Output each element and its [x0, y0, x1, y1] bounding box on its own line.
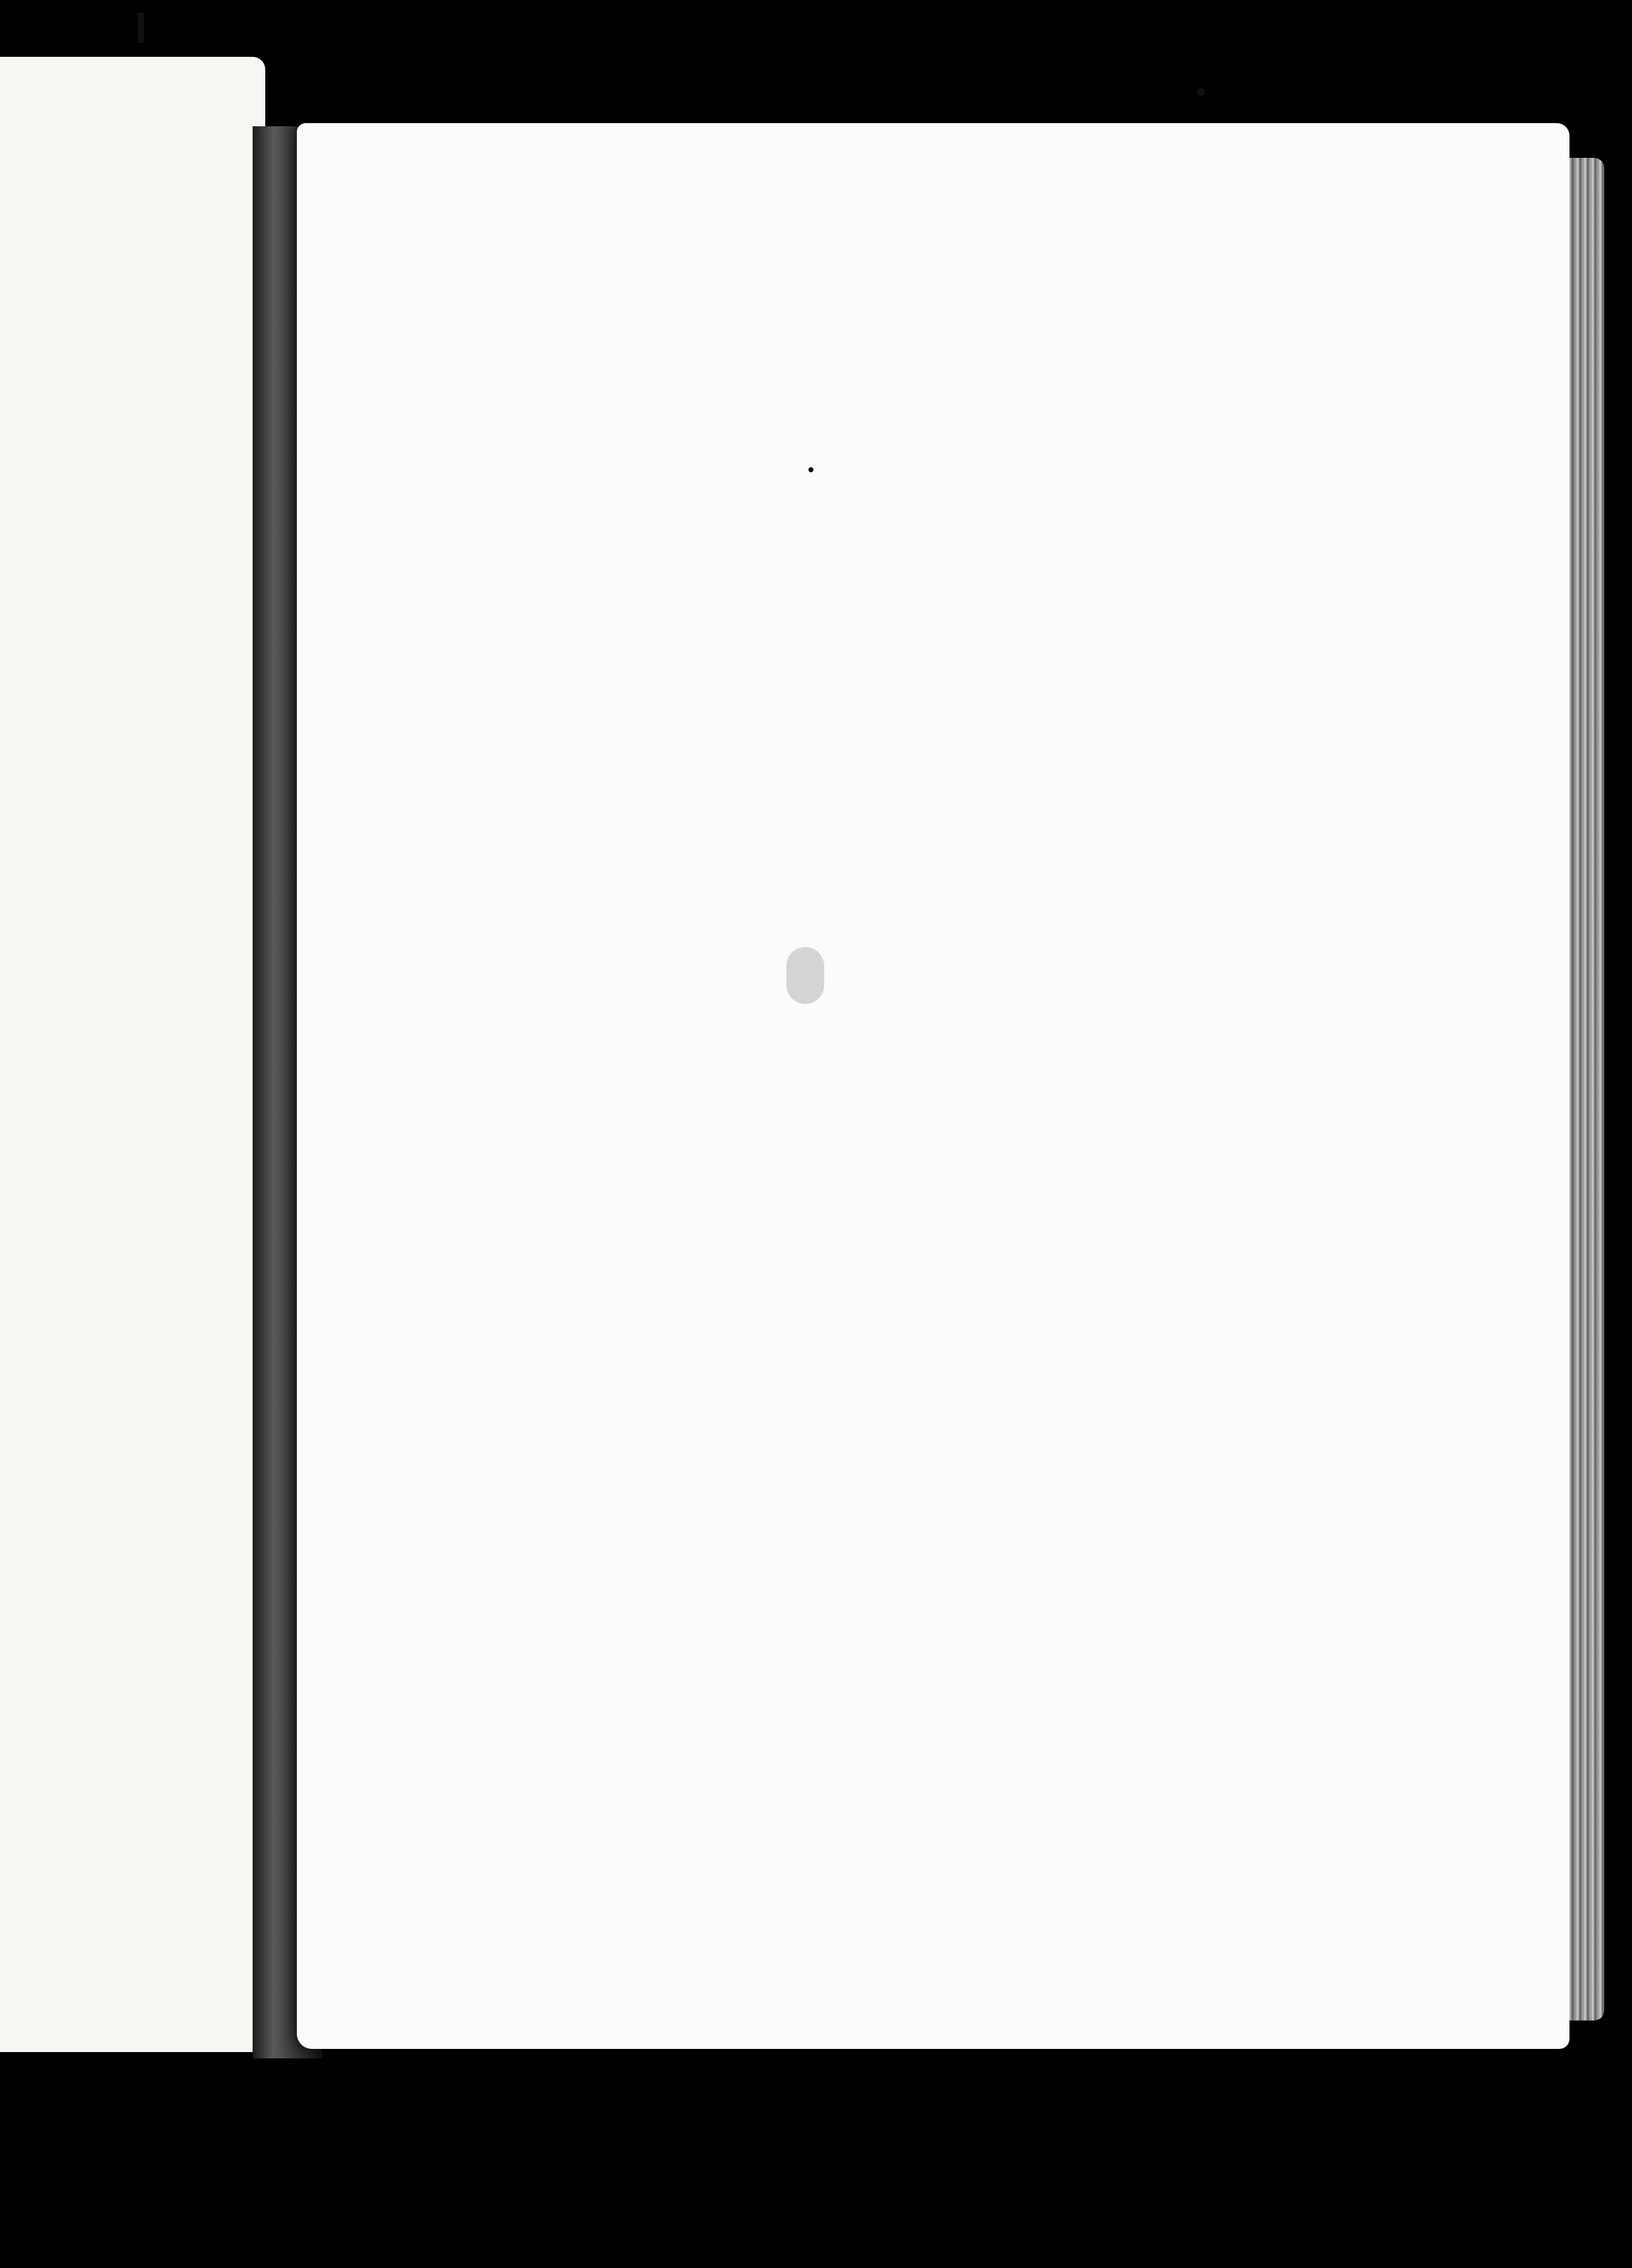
smudge: [786, 947, 824, 1004]
current-page: [297, 123, 1569, 2049]
scan-speck: [808, 467, 813, 472]
previous-page: [0, 57, 265, 2052]
scan-speck: [1197, 88, 1205, 96]
scan-speck: [138, 13, 144, 43]
